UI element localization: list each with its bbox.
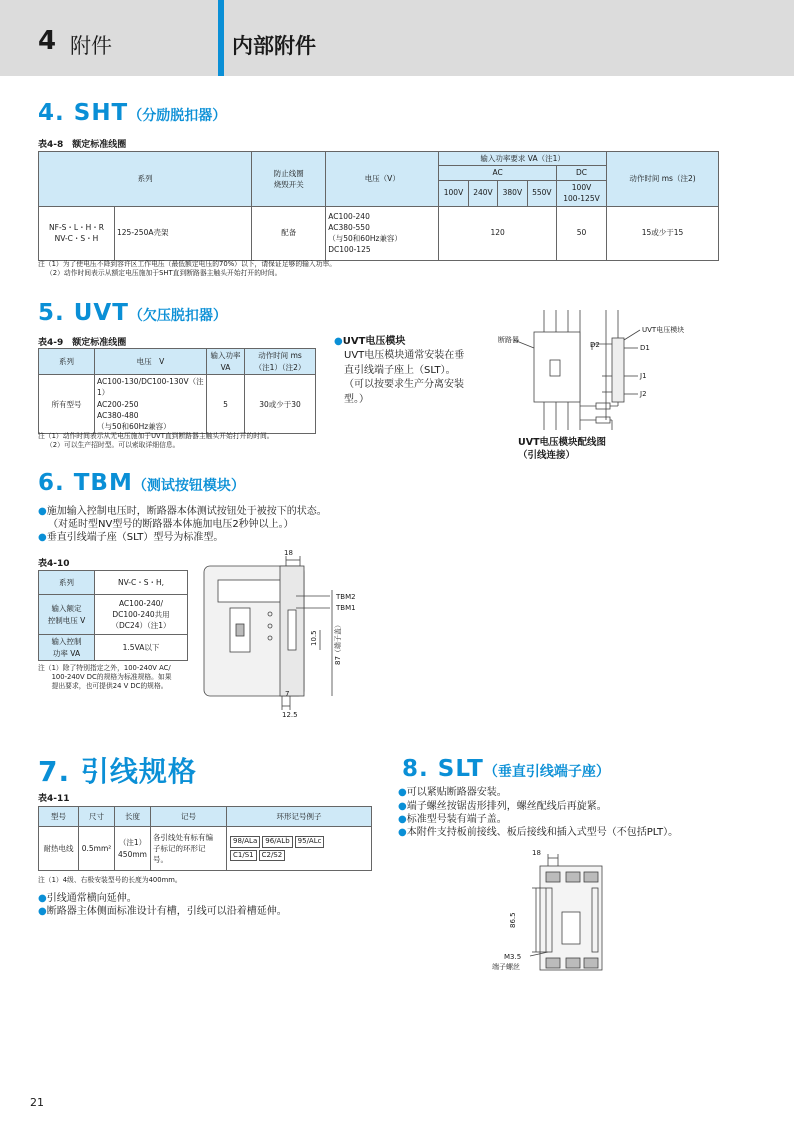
slt-bullet-1: ●可以紧贴断路器安装。 [398,787,507,798]
sht-r-ac: 120 [439,206,557,260]
tbm-dim-18: 18 [284,549,293,557]
uvt-note1: 注（1）动作时间表示从无电压施加于UVT直到断路器主触头开始打开的时间。 [38,432,274,440]
uvt-module-title: ●UVT电压模块 [334,336,406,347]
page-title: 内部附件 [232,34,316,58]
sht-h-100: 100V [439,180,468,206]
sht-h-240: 240V [468,180,497,206]
tbm-v-series: NV-C・S・H, [95,571,188,595]
sht-r-series: NF-S・L・H・R NV-C・S・H [39,206,115,260]
sht-h-550: 550V [527,180,556,206]
tbm-dim-87: 87（端子盖） [334,621,342,665]
slt-bullet-2: ●端子螺丝按锯齿形排列，螺丝配线后再旋紧。 [398,801,607,812]
tbm-bullet-1: ●施加输入控制电压时，断路器本体测试按钮处于被按下的状态。 [38,506,327,517]
sht-h-ac: AC [439,166,557,180]
slt-label-m35: M3.5 [504,953,522,961]
tbm-h-power: 输入控制 功率 VA [39,635,95,661]
sht-note2: （2）动作时间表示从额定电压施加于SHT直到断路器主触头开始打开的时间。 [46,269,282,277]
slt-dim-865: 86.5 [509,912,517,928]
tbm-dim-125: 12.5 [282,711,298,719]
sht-r-prevent: 配备 [252,206,326,260]
page-header [0,0,794,76]
sht-h-dc: DC [557,166,607,180]
uvt-r-voltage: AC100-130/DC100-130V（注1） AC200-250 AC380-480 （与50和60Hz兼容） [95,375,207,434]
tbm-bullet-1b: （对延时型NV型号的断路器本体施加电压2秒钟以上。） [48,519,294,530]
tbm-heading: 6. TBM（测试按钮模块） [38,470,245,496]
tbm-bullet-2: ●垂直引线端子座（SLT）型号为标准型。 [38,532,224,543]
slt-heading: 8. SLT（垂直引线端子座） [402,756,610,782]
tbm-h-series: 系列 [39,571,95,595]
sht-table-caption: 表4-8 额定标准线圈 [38,140,127,150]
uvt-module-text: UVT电压模块通常安装在垂 直引线端子座上（SLT）。 （可以按要求生产分离安装 型。） [344,350,465,405]
wire-r-mark: 各引线处有标有编 子标记的环形记 号。 [151,827,227,871]
tbm-v-rated: AC100-240/ DC100-240共用 （DC24）（注1） [95,595,188,635]
uvt-h-voltage: 电压 V [95,349,207,375]
uvt-r-series: 所有型号 [39,375,95,434]
chapter-name: 附件 [70,34,112,58]
sht-h-series: 系列 [39,152,252,207]
wire-table-caption: 表4-11 [38,794,70,804]
tbm-note: 注（1）除了特别指定之外，100-240V AC/ 100-240V DC的规格为标准规格。如果 提出要求，也可提供24 V DC的规格。 [38,664,172,691]
uvt-diagram-caption: UVT电压模块配线图 （引线连接） [518,437,607,462]
wire-r-size: 0.5mm² [79,827,115,871]
wire-bullet-2: ●断路器主体侧面标准设计有槽，引线可以沿着槽延伸。 [38,906,287,917]
sht-h-power: 输入功率要求 VA（注1） [439,152,607,166]
page-number: 21 [30,1096,44,1109]
uvt-h-time: 动作时间 ms （注1）（注2） [245,349,316,375]
sht-note1: 注（1）为了使电压不降到容许区工作电压（最低额定电压的70%）以下，请保证足够的输入功率。 [38,260,337,268]
tbm-label-tbm1: TBM1 [336,604,356,612]
uvt-note2: （2）可以生产招时型。可以索取详细信息。 [46,441,180,449]
wire-ex-2: 96/ALb [262,836,292,847]
header-divider [218,0,224,76]
wire-ex-5: C2/S2 [259,850,286,861]
wire-h-model: 型号 [39,807,79,827]
chapter-number: 4 [38,26,57,56]
uvt-diag-module: UVT电压模块 [642,326,685,334]
uvt-h-power: 输入功率 VA [207,349,245,375]
tbm-dim-105: 10.5 [310,630,318,646]
slt-dim-18: 18 [532,849,541,857]
tbm-table-caption: 表4-10 [38,559,70,569]
tbm-dimension-drawing [200,550,340,720]
sht-h-380: 380V [498,180,527,206]
sht-h-voltage: 电压（V） [326,152,439,207]
sht-table [38,151,719,261]
wire-ex-1: 98/ALa [230,836,260,847]
wire-ex-4: C1/S1 [230,850,257,861]
wire-r-model: 耐热电线 [39,827,79,871]
tbm-label-tbm2: TBM2 [336,593,356,601]
uvt-diag-d1: D1 [640,344,650,352]
uvt-diag-breaker: 断路器 [498,336,519,344]
sht-heading: 4. SHT（分励脱扣器） [38,100,227,126]
uvt-table [38,348,316,434]
sht-h-time: 动作时间 ms（注2) [607,152,719,207]
sht-h-dcv: 100V 100-125V [557,180,607,206]
uvt-table-caption: 表4-9 额定标准线圈 [38,338,127,348]
wire-heading: 7. 引线规格 [38,755,197,788]
sht-r-frame: 125-250A壳架 [115,206,252,260]
wire-table [38,806,372,871]
sht-r-time: 15或少于15 [607,206,719,260]
tbm-v-power: 1.5VA以下 [95,635,188,661]
sht-h-prevent: 防止线圈 烧毁开关 [252,152,326,207]
slt-label-screw: 端子螺丝 [492,963,520,971]
uvt-diag-j1: J1 [640,372,647,380]
wire-h-size: 尺寸 [79,807,115,827]
wire-note: 注（1）4级、右极安装型号的长度为400mm。 [38,876,182,884]
wire-h-len: 长度 [115,807,151,827]
tbm-dim-7: 7 [285,690,290,698]
wire-h-mark: 记号 [151,807,227,827]
tbm-table [38,570,188,661]
wire-h-example: 环形记号例子 [227,807,372,827]
wire-r-len: （注1） 450mm [115,827,151,871]
wire-ex-3: 95/ALc [295,836,325,847]
uvt-r-power: 5 [207,375,245,434]
uvt-diag-d2: D2 [590,341,600,349]
uvt-diag-j2: J2 [640,390,647,398]
wire-bullet-1: ●引线通常横向延伸。 [38,893,137,904]
wire-examples [227,827,372,871]
sht-r-dc: 50 [557,206,607,260]
tbm-h-rated: 输入额定 控制电压 V [39,595,95,635]
sht-r-voltage: AC100-240 AC380-550 （与50和60Hz兼容） DC100-125 [326,206,439,260]
slt-bullet-4: ●本附件支持板前接线、板后接线和插入式型号（不包括PLT）。 [398,827,679,838]
uvt-h-series: 系列 [39,349,95,375]
uvt-r-time: 30或少于30 [245,375,316,434]
slt-bullet-3: ●标准型号装有端子盖。 [398,814,507,825]
uvt-heading: 5. UVT（欠压脱扣器） [38,300,227,326]
